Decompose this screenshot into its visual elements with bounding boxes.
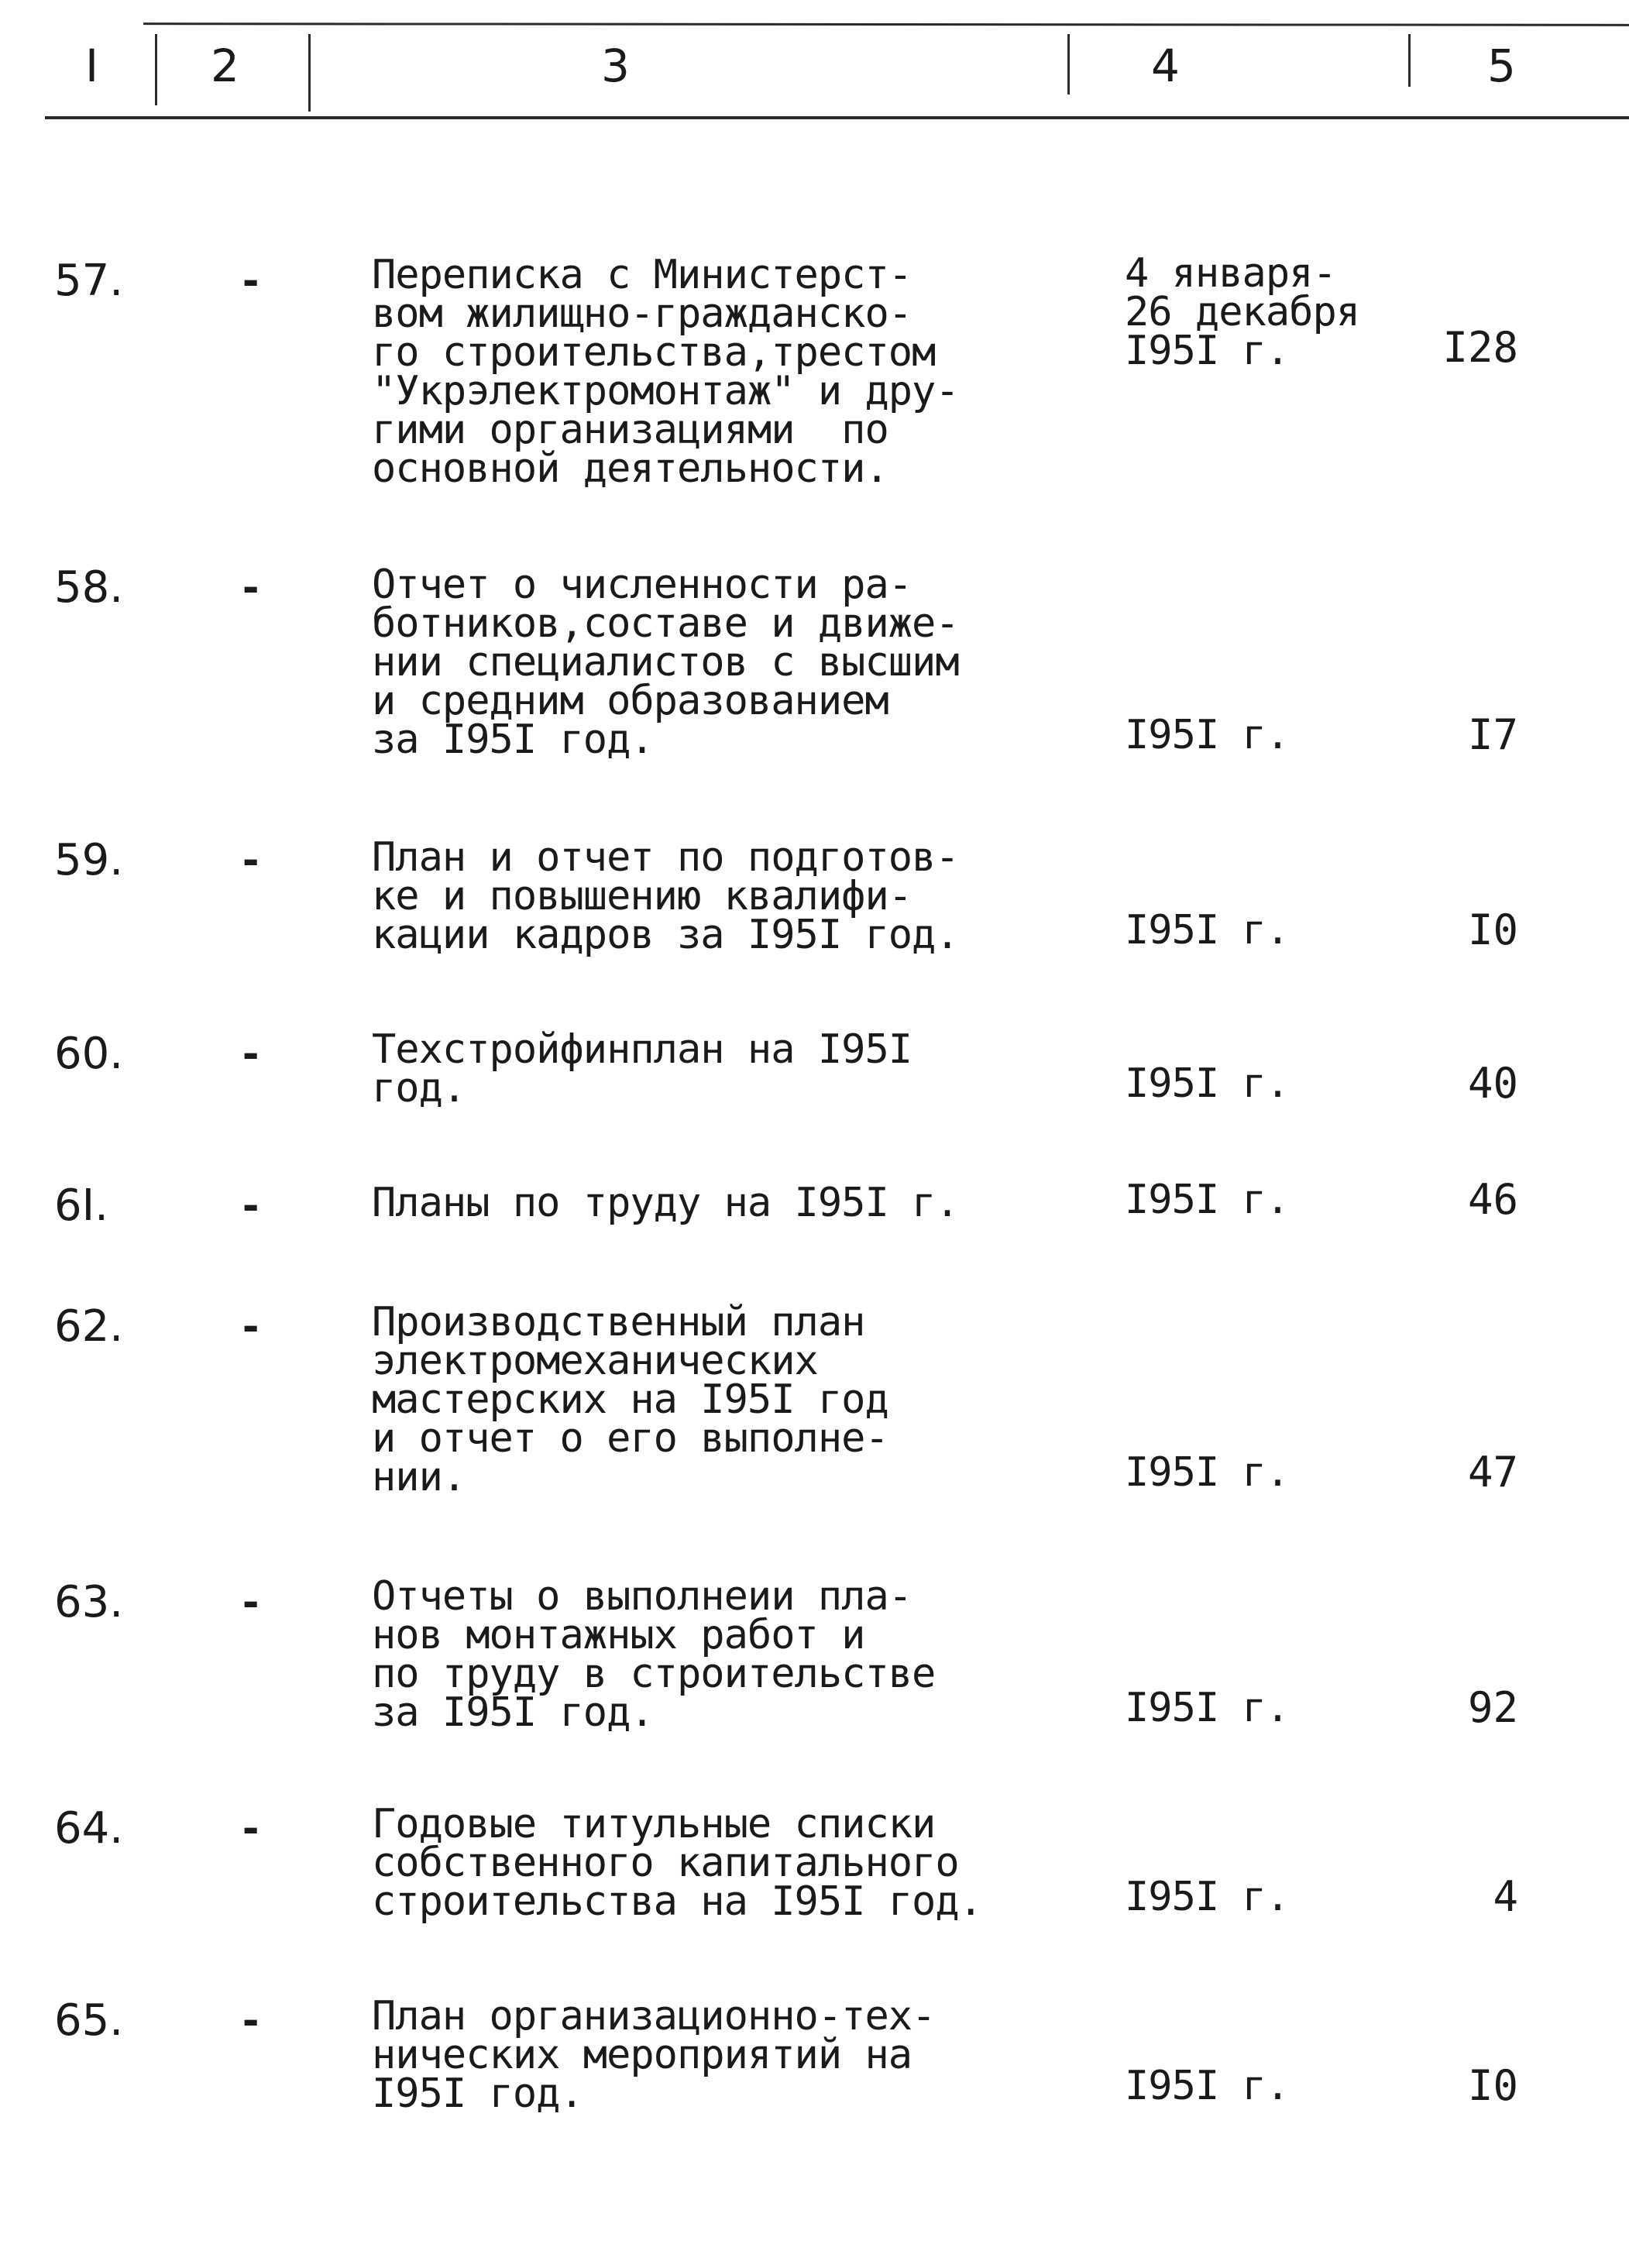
row-sheet-count: 40 <box>1467 1059 1518 1108</box>
row-sheet-count: I0 <box>1467 2061 1518 2110</box>
row-sheet-count: I0 <box>1467 905 1518 954</box>
row-number: 64. <box>54 1803 124 1854</box>
row-col2: - <box>239 1031 263 1077</box>
row-description: Отчет о численности ра- ботников,составе и движе- нии специалистов с высшим и средним образованием за I95I год. <box>372 562 959 763</box>
column-divider-3 <box>1067 34 1070 94</box>
row-number: 65. <box>54 1995 124 2046</box>
row-date: 4 января- 26 декабря I95I г. <box>1125 250 1360 374</box>
row-description: Техстройфинплан на I95I год. <box>372 1026 912 1112</box>
row-date: I95I г. <box>1125 907 1290 954</box>
row-description: План организационно-тех- нических мероприятий на I95I год. <box>372 1993 936 2117</box>
row-col2: - <box>239 1304 263 1350</box>
row-col2: - <box>239 1183 263 1229</box>
row-sheet-count: I7 <box>1467 710 1518 759</box>
row-number: 62. <box>54 1301 124 1352</box>
column-divider-2 <box>308 34 311 112</box>
row-description: Планы по труду на I95I г. <box>372 1180 959 1226</box>
row-number: 59. <box>54 835 124 885</box>
row-description: Годовые титульные списки собственного капитального строительства на I95I год. <box>372 1801 982 1925</box>
row-number: 60. <box>54 1029 124 1079</box>
row-date: I95I г. <box>1125 1060 1290 1107</box>
column-divider-4 <box>1408 34 1411 87</box>
row-col2: - <box>239 837 263 884</box>
row-number: 57. <box>54 256 124 306</box>
row-number: 63. <box>54 1577 124 1627</box>
header-bottom-rule <box>45 116 1629 119</box>
header-col-4: 4 <box>1151 40 1180 92</box>
row-description: Производственный план электромеханических мастерских на I95I год и отчет о его выполне- нии. <box>372 1299 888 1500</box>
row-description: План и отчет по подготов- ке и повышению квалифи- кации кадров за I95I год. <box>372 834 959 958</box>
row-date: I95I г. <box>1125 1874 1290 1920</box>
row-date: I95I г. <box>1125 712 1290 758</box>
row-date: I95I г. <box>1125 1685 1290 1731</box>
row-date: I95I г. <box>1125 1449 1290 1496</box>
row-col2: - <box>239 565 263 611</box>
row-sheet-count: 46 <box>1467 1175 1518 1224</box>
row-col2: - <box>239 1998 263 2044</box>
row-col2: - <box>239 258 263 304</box>
row-date: I95I г. <box>1125 1177 1290 1223</box>
row-sheet-count: 47 <box>1467 1448 1518 1497</box>
row-sheet-count: 92 <box>1467 1683 1518 1732</box>
header-top-rule <box>143 22 1629 26</box>
header-col-5: 5 <box>1487 40 1516 92</box>
row-number: 58. <box>54 562 124 613</box>
row-col2: - <box>239 1806 263 1852</box>
row-sheet-count: 4 <box>1493 1872 1518 1921</box>
header-col-2: 2 <box>211 40 239 92</box>
row-date: I95I г. <box>1125 2063 1290 2109</box>
column-divider-1 <box>155 34 157 105</box>
header-col-3: 3 <box>601 40 630 92</box>
row-description: Отчеты о выполнеии пла- нов монтажных работ и по труду в строительстве за I95I год. <box>372 1573 936 1736</box>
row-number: 6I. <box>54 1180 108 1231</box>
header-col-1: I <box>85 40 99 92</box>
row-sheet-count: I28 <box>1442 323 1518 372</box>
row-col2: - <box>239 1579 263 1626</box>
row-description: Переписка с Министерст- вом жилищно-гражданско- го строительства,трестом "Укрэлектромонтаж" и дру- гими организациями по основной деятельности. <box>372 252 959 492</box>
